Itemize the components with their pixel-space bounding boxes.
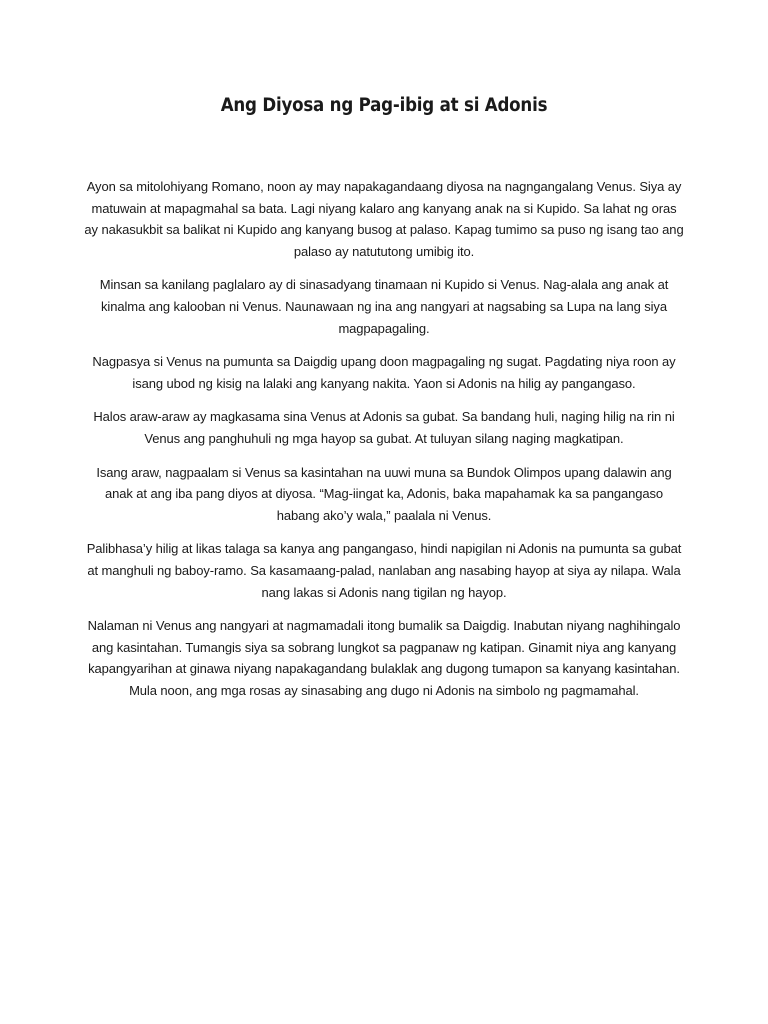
paragraph-1: Ayon sa mitolohiyang Romano, noon ay may napakagandaang diyosa na nagngangalang Venus. Siya ay matuwain at mapagmahal sa bata. Lagi niyang kalaro ang kanyang anak na si Kupido. Sa lahat ng oras ay nakasukbit sa balikat ni Kupido ang kanyang busog at palaso. Kapag tumimo sa puso ng isang tao ang palaso ay natututong umibig ito. [84,179,684,259]
paragraph-6: Palibhasa’y hilig at likas talaga sa kanya ang pangangaso, hindi napigilan ni Adonis na pumunta sa gubat at manghuli ng baboy-ramo. Sa kasamaang-palad, nanlaban ang nasabing hayop at siya ay nilapa. Wala nang lakas si Adonis nang tigilan ng hayop. [86,541,682,600]
paragraph-4: Halos araw-araw ay magkasama sina Venus at Adonis sa gubat. Sa bandang huli, naging hilig na rin ni Venus ang panghuhuli ng mga hayop sa gubat. At tuluyan silang naging magkatipan. [93,409,675,446]
paragraph-2: Minsan sa kanilang paglalaro ay di sinasadyang tinamaan ni Kupido si Venus. Nag-alala ang anak at kinalma ang kalooban ni Venus. Naunawaan ng ina ang nangyari at nagsabing sa Lupa na lang siya magpapagaling. [99,277,669,336]
paragraph-5: Isang araw, nagpaalam si Venus sa kasintahan na uuwi muna sa Bundok Olimpos upang dalawin ang anak at ang iba pang diyos at diyosa. “Mag-iingat ka, Adonis, baka mapahamak ka sa pangangaso habang ako’y wala,” paalala ni Venus. [96,464,672,523]
document-title: Ang Diyosa ng Pag-ibig at si Adonis [220,95,548,116]
document-body [84,176,684,713]
paragraph-3: Nagpasya si Venus na pumunta sa Daigdig upang doon magpagaling ng sugat. Pagdating niya roon ay isang ubod ng kisig na lalaki ang kanyang nakita. Yaon si Adonis na hilig ay pangangaso. [92,354,676,391]
paragraph-7: Nalaman ni Venus ang nangyari at nagmamadali itong bumalik sa Daigdig. Inabutan niyang naghihingalo ang kasintahan. Tumangis siya sa sobrang lungkot sa pagpanaw ng katipan. Ginamit niya ang kanyang kapangyarihan at ginawa niyang napakagandang bulaklak ang dugong tumapon sa kanyang kasintahan. Mula noon, ang mga rosas ay sinasabing ang dugo ni Adonis na simbolo ng pagmamahal. [87,618,681,698]
